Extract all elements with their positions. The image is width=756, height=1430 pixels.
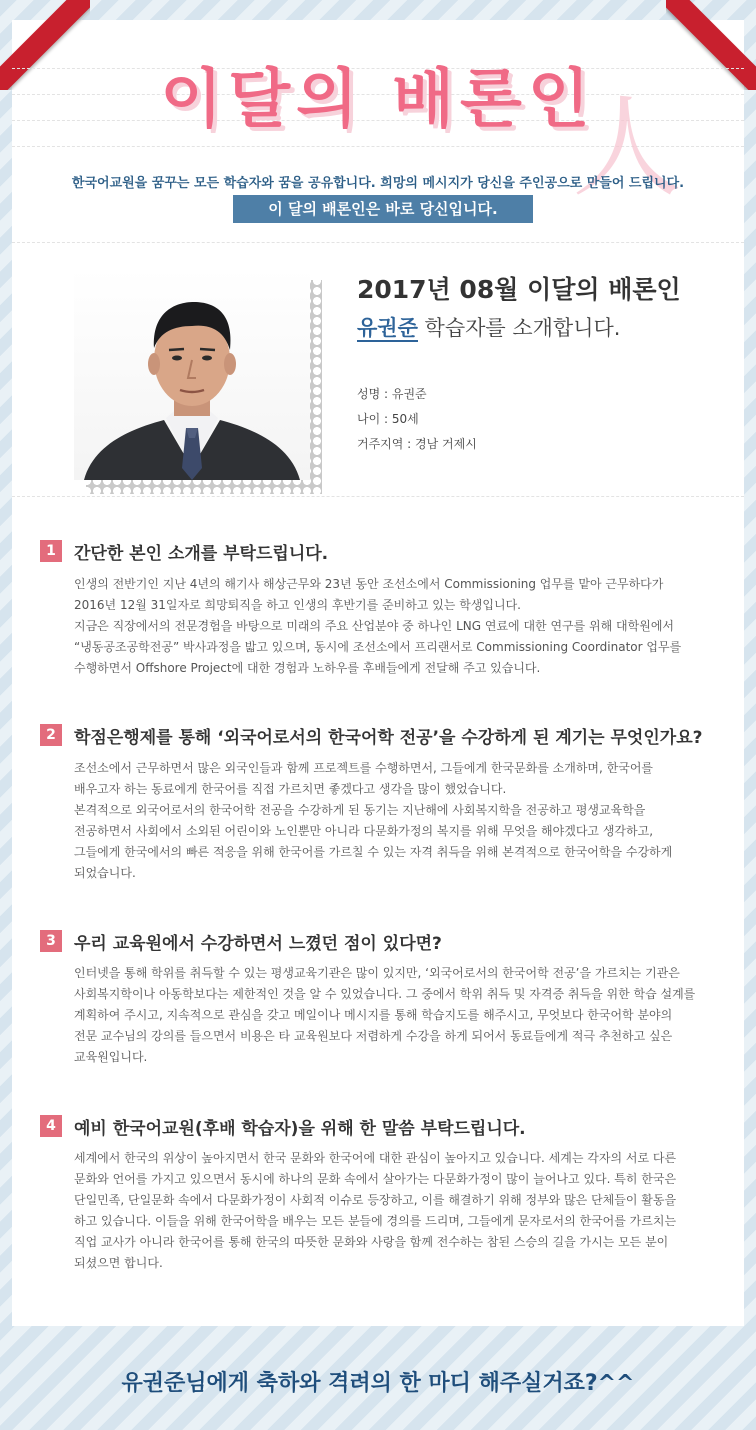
profile-subhead	[357, 312, 620, 342]
subhead-suffix: 학습자를 소개합니다.	[417, 316, 621, 340]
decorative-person-glyph: 人	[572, 84, 682, 212]
question-title: 우리 교육원에서 수강하면서 느꼈던 점이 있다면?	[74, 934, 442, 954]
answer-line: 전문 교수님의 강의를 들으면서 비용은 타 교육원보다 저렴하게 수강을 하게 되어서 동료들에게 적극 추천하고 싶은	[74, 1029, 673, 1043]
answer-line: 하고 있습니다. 이들을 위해 한국어학을 배우는 모든 분들에 경의를 드리며, 그들에게 문자로서의 한국어를 가르치는	[74, 1214, 677, 1228]
profile-headline: 2017년 08월 이달의 배론인	[357, 275, 681, 304]
answer-line: 인터넷을 통해 학위를 취득할 수 있는 평생교육기관은 많이 있지만, ‘외국어로서의 한국어학 전공’을 가르치는 기관은	[74, 966, 680, 980]
answer-line: 직업 교사가 아니라 한국어를 통해 한국의 따뜻한 문화와 사랑을 함께 전수하는 참된 스승의 길을 가시는 모든 분이	[74, 1235, 669, 1249]
info-region: 거주지역 : 경남 거제시	[357, 437, 477, 451]
answer-text	[74, 758, 714, 884]
question-title: 학점은행제를 통해 ‘외국어로서의 한국어학 전공’을 수강하게 된 계기는 무엇인가요?	[74, 728, 703, 748]
info-age: 나이 : 50세	[357, 412, 419, 426]
answer-line: 그들에게 한국에서의 빠른 적응을 위해 한국어를 가르칠 수 있는 자격 취득을 위해 본격적으로 한국어학을 수강하게	[74, 845, 673, 859]
answer-text	[74, 574, 714, 679]
answer-line: 배우고자 하는 동료에게 한국어를 직접 가르치면 좋겠다고 생각을 많이 했었습니다.	[74, 782, 507, 796]
answer-line: 세계에서 한국의 위상이 높아지면서 한국 문화와 한국어에 대한 관심이 높아지고 있습니다. 세계는 각자의 서로 다른	[74, 1151, 677, 1165]
answer-line: “냉동공조공학전공” 박사과정을 밟고 있으며, 동시에 조선소에서 프리랜서로 Commissioning Coordinator 업무를	[74, 640, 682, 654]
learner-name: 유권준	[357, 316, 418, 340]
answer-line: 2016년 12월 31일자로 희망퇴직을 하고 인생의 후반기를 준비하고 있는 학생입니다.	[74, 598, 521, 612]
answer-line: 지금은 직장에서의 전문경험을 바탕으로 미래의 주요 산업분야 중 하나인 LNG 연료에 대한 연구를 위해 대학원에서	[74, 619, 675, 633]
answer-line: 되었습니다.	[74, 866, 136, 880]
answer-line: 되셨으면 합니다.	[74, 1256, 163, 1270]
answer-line: 사회복지학이나 아동학보다는 제한적인 것을 알 수 있었습니다. 그 중에서 학위 취득 및 자격증 취득을 위한 학습 설계를	[74, 987, 696, 1001]
question-number-badge: 2	[40, 724, 62, 746]
answer-line: 계획하여 주시고, 지속적으로 관심을 갖고 메일이나 메시지를 통해 학습지도를 해주시고, 무엇보다 한국어학 분야의	[74, 1008, 673, 1022]
answer-line: 교육원입니다.	[74, 1050, 148, 1064]
profile-photo	[74, 268, 310, 480]
answer-line: 인생의 전반기인 지난 4년의 해기사 해상근무와 23년 동안 조선소에서 Commissioning 업무를 맡아 근무하다가	[74, 577, 664, 591]
question-title: 간단한 본인 소개를 부탁드립니다.	[74, 544, 329, 564]
info-name: 성명 : 유권준	[357, 387, 427, 401]
answer-line: 문화와 언어를 가지고 있으면서 동시에 하나의 문화 속에서 살아가는 다문화가정이 많이 늘어나고 있다. 특히 한국은	[74, 1172, 677, 1186]
answer-line: 단일민족, 단일문화 속에서 다문화가정이 사회적 이슈로 등장하고, 이를 해결하기 위해 정부와 많은 단체들이 활동을	[74, 1193, 677, 1207]
footer-message: 유권준님에게 축하와 격려의 한 마디 해주실거죠?^^	[121, 1371, 635, 1396]
page-title: 이달의 배론인	[160, 63, 596, 137]
answer-line: 전공하면서 사회에서 소외된 어린이와 노인뿐만 아니라 다문화가정의 복지를 위해 무엇을 해야겠다고 생각하고,	[74, 824, 654, 838]
answer-text	[74, 1148, 714, 1274]
question-title: 예비 한국어교원(후배 학습자)을 위해 한 말씀 부탁드립니다.	[74, 1119, 526, 1139]
answer-line: 본격적으로 외국어로서의 한국어학 전공을 수강하게 된 동기는 지난해에 사회복지학을 전공하고 평생교육학을	[74, 803, 646, 817]
question-number-badge: 4	[40, 1115, 62, 1137]
content-card	[12, 20, 744, 1326]
question-number-badge: 3	[40, 930, 62, 952]
profile-photo-stamp	[70, 268, 310, 482]
highlight-banner: 이 달의 배론인은 바로 당신입니다.	[233, 195, 533, 223]
answer-text	[74, 963, 714, 1068]
tagline: 한국어교원을 꿈꾸는 모든 학습자와 꿈을 공유합니다. 희망의 메시지가 당신을 주인공으로 만들어 드립니다.	[71, 176, 685, 191]
question-number-badge: 1	[40, 540, 62, 562]
answer-line: 조선소에서 근무하면서 많은 외국인들과 함께 프로젝트를 수행하면서, 그들에게 한국문화를 소개하며, 한국어를	[74, 761, 654, 775]
answer-line: 수행하면서 Offshore Project에 대한 경험과 노하우를 후배들에게 전달해 주고 있습니다.	[74, 661, 541, 675]
